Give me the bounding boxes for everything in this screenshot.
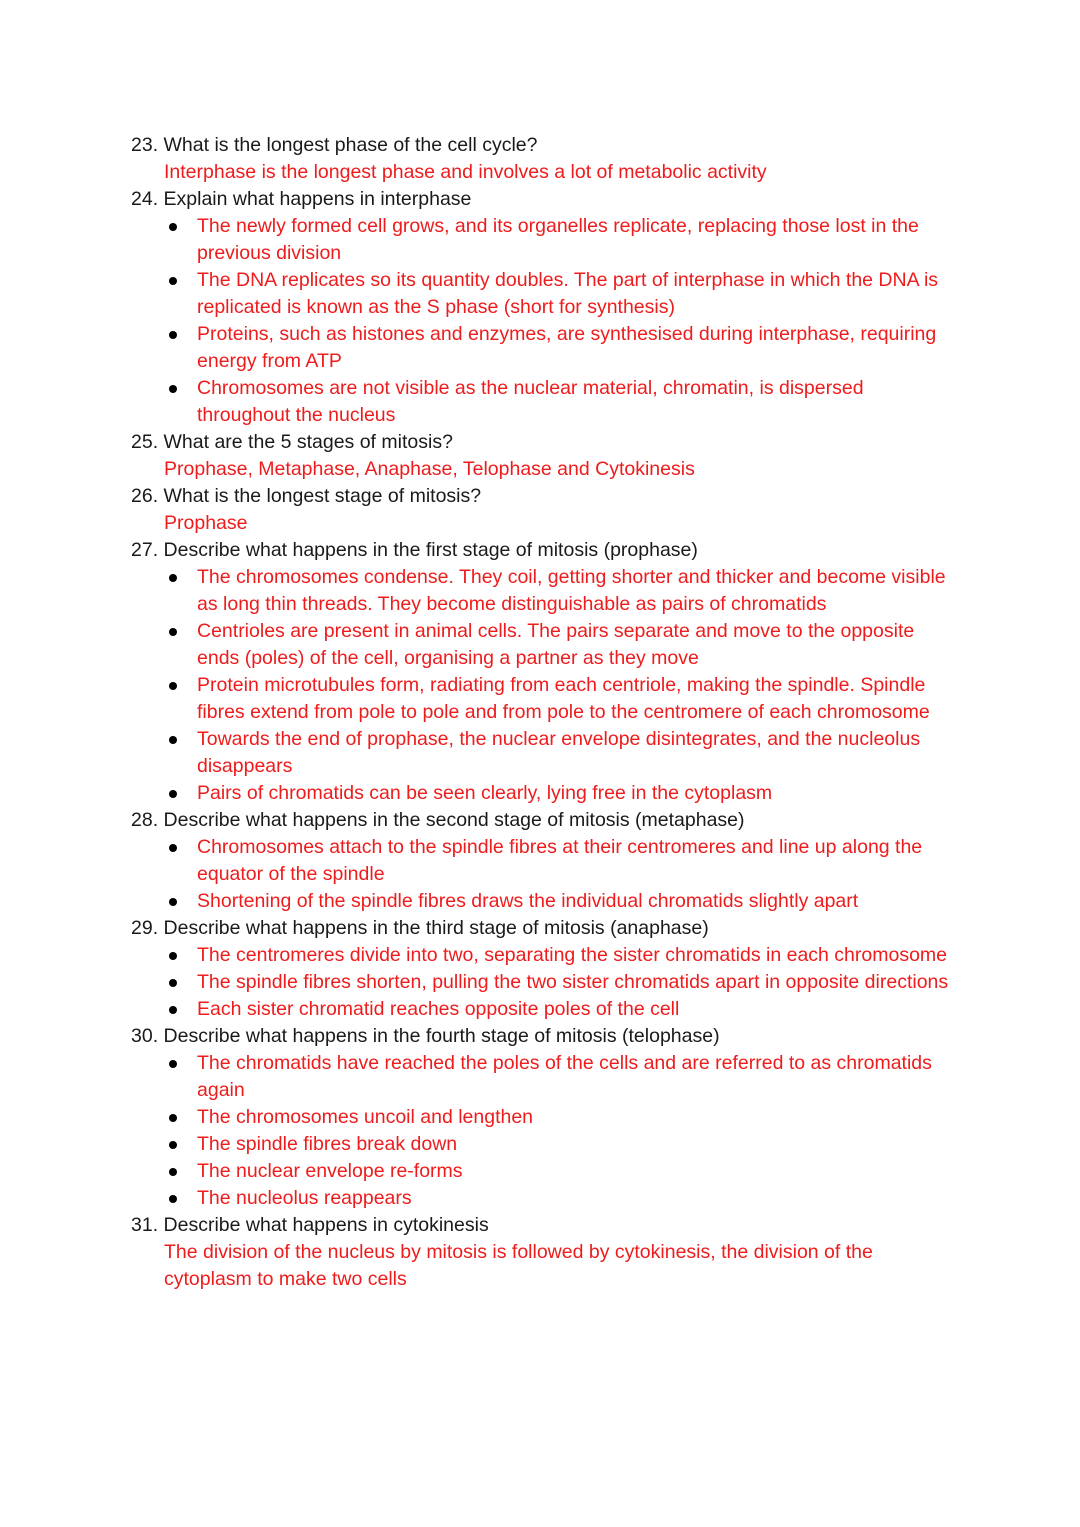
answer-bullet: The nucleolus reappears [197,1185,961,1212]
answer-bullet-list [131,834,961,915]
answer-bullet: Pairs of chromatids can be seen clearly, lying free in the cytoplasm [197,780,961,807]
answer-bullet: Towards the end of prophase, the nuclear envelope disintegrates, and the nucleolus disappears [197,726,961,780]
question-block [131,1212,961,1293]
question-text: 23. What is the longest phase of the cell cycle? [131,134,538,156]
question-text: 25. What are the 5 stages of mitosis? [131,431,453,453]
answer-bullet-list [131,213,961,429]
answer-bullet: The chromosomes uncoil and lengthen [197,1104,961,1131]
question-text: 27. Describe what happens in the first stage of mitosis (prophase) [131,539,698,561]
answer-bullet: The newly formed cell grows, and its organelles replicate, replacing those lost in the previous division [197,213,961,267]
question-block [131,132,961,186]
answer-bullet: Chromosomes are not visible as the nuclear material, chromatin, is dispersed throughout the nucleus [197,375,961,429]
answer-bullet: The DNA replicates so its quantity doubles. The part of interphase in which the DNA is replicated is known as the S phase (short for synthesis) [197,267,961,321]
answer-bullet: Protein microtubules form, radiating from each centriole, making the spindle. Spindle fibres extend from pole to pole and from pole to the centromere of each chromosome [197,672,961,726]
question-text: 24. Explain what happens in interphase [131,188,472,210]
question-block [131,186,961,429]
question-text: 29. Describe what happens in the third stage of mitosis (anaphase) [131,917,709,939]
answer-bullet-list [131,942,961,1023]
answer-bullet: Each sister chromatid reaches opposite poles of the cell [197,996,961,1023]
answer-bullet: The chromatids have reached the poles of the cells and are referred to as chromatids again [197,1050,961,1104]
question-text: 31. Describe what happens in cytokinesis [131,1214,489,1236]
worksheet-page [131,132,961,1293]
answer-text: Prophase [164,512,248,534]
answer-bullet: Centrioles are present in animal cells. The pairs separate and move to the opposite ends (poles) of the cell, organising a partner as they move [197,618,961,672]
question-text: 28. Describe what happens in the second stage of mitosis (metaphase) [131,809,745,831]
answer-text: Interphase is the longest phase and involves a lot of metabolic activity [164,161,767,183]
question-block [131,915,961,1023]
answer-bullet: The spindle fibres break down [197,1131,961,1158]
answer-bullet: Chromosomes attach to the spindle fibres at their centromeres and line up along the equator of the spindle [197,834,961,888]
question-text: 26. What is the longest stage of mitosis? [131,485,482,507]
answer-text: Prophase, Metaphase, Anaphase, Telophase and Cytokinesis [164,458,695,480]
answer-bullet: The nuclear envelope re-forms [197,1158,961,1185]
answer-bullet: The centromeres divide into two, separating the sister chromatids in each chromosome [197,942,961,969]
question-block [131,537,961,807]
answer-bullet: The spindle fibres shorten, pulling the two sister chromatids apart in opposite directions [197,969,961,996]
answer-text: The division of the nucleus by mitosis is followed by cytokinesis, the division of the cytoplasm to make two cells [164,1241,873,1290]
question-text: 30. Describe what happens in the fourth stage of mitosis (telophase) [131,1025,720,1047]
answer-bullet-list [131,564,961,807]
question-block [131,483,961,537]
answer-bullet: The chromosomes condense. They coil, getting shorter and thicker and become visible as long thin threads. They become distinguishable as pairs of chromatids [197,564,961,618]
answer-bullet: Proteins, such as histones and enzymes, are synthesised during interphase, requiring energy from ATP [197,321,961,375]
question-block [131,807,961,915]
answer-bullet-list [131,1050,961,1212]
question-block [131,429,961,483]
answer-bullet: Shortening of the spindle fibres draws the individual chromatids slightly apart [197,888,961,915]
question-block [131,1023,961,1212]
